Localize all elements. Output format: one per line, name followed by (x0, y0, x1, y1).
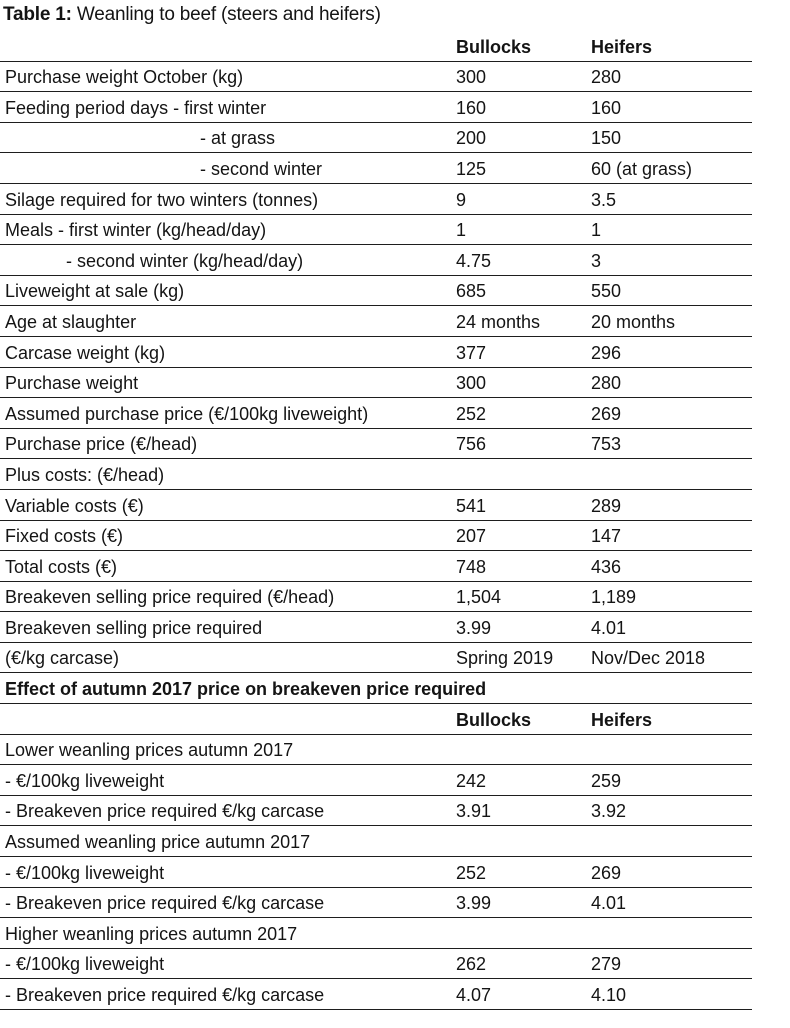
row-label: Fixed costs (€) (5, 526, 124, 547)
bullocks-value: 1,504 (456, 587, 502, 608)
table-row (0, 490, 752, 521)
table-row (0, 826, 752, 857)
heifers-value: 1,189 (591, 587, 637, 608)
heifers-value: 147 (591, 526, 622, 547)
table-row (0, 398, 752, 429)
section-header-row (0, 704, 752, 735)
bullocks-value: 3.99 (456, 893, 492, 914)
heifers-value: 4.01 (591, 617, 627, 638)
bullocks-value: 1 (456, 220, 467, 241)
bullocks-value: Spring 2019 (456, 648, 554, 669)
table-title (3, 3, 381, 27)
heifers-value: Nov/Dec 2018 (591, 648, 706, 669)
table-row (0, 612, 752, 643)
heifers-value: 550 (591, 281, 622, 302)
heifers-value: 4.01 (591, 893, 627, 914)
row-label: Plus costs: (€/head) (5, 464, 165, 485)
bullocks-value: 685 (456, 281, 487, 302)
heifers-value: 269 (591, 862, 622, 883)
bullocks-value: 4.75 (456, 250, 492, 271)
bullocks-value: 3.91 (456, 801, 492, 822)
row-label: - at grass (200, 128, 276, 149)
table-row (0, 551, 752, 582)
table-row (0, 582, 752, 613)
row-label: Assumed purchase price (€/100kg liveweight) (5, 403, 369, 424)
heifers-value: 296 (591, 342, 622, 363)
row-label: Assumed weanling price autumn 2017 (5, 832, 311, 853)
table-row (0, 643, 752, 674)
table-row (0, 979, 752, 1010)
bullocks-value: 4.07 (456, 985, 492, 1005)
table-row (0, 337, 752, 368)
row-label: - Breakeven price required €/kg carcase (5, 893, 325, 914)
row-label: Purchase weight October (kg) (5, 67, 244, 88)
table-row (0, 735, 752, 766)
heifers-value: 4.10 (591, 985, 627, 1005)
row-label: Age at slaughter (5, 311, 137, 332)
table-title-lead: Table 1: (3, 4, 72, 25)
table-row (0, 153, 752, 184)
header-bullocks: Bullocks (456, 36, 532, 57)
bullocks-value: 300 (456, 67, 487, 88)
table-row (0, 429, 752, 460)
heifers-value: 753 (591, 434, 622, 455)
heifers-value: 280 (591, 67, 622, 88)
heifers-value: 20 months (591, 311, 676, 332)
heifers-value: 1 (591, 220, 602, 241)
bullocks-value: 242 (456, 770, 487, 791)
bullocks-value: 252 (456, 862, 487, 883)
heifers-value: 3 (591, 250, 602, 271)
section-heading: Effect of autumn 2017 price on breakeven price required (5, 679, 487, 700)
table-row (0, 368, 752, 399)
data-table (0, 31, 752, 1010)
heifers-value: 280 (591, 373, 622, 394)
header-bullocks: Bullocks (456, 709, 532, 730)
table-row (0, 459, 752, 490)
table-row (0, 245, 752, 276)
heifers-value: 279 (591, 954, 622, 975)
row-label: Meals - first winter (kg/head/day) (5, 220, 267, 241)
row-label: Lower weanling prices autumn 2017 (5, 740, 294, 761)
heifers-value: 259 (591, 770, 622, 791)
bullocks-value: 160 (456, 97, 487, 118)
heifers-value: 160 (591, 97, 622, 118)
row-label: - second winter (200, 158, 323, 179)
table-row (0, 918, 752, 949)
row-label: - Breakeven price required €/kg carcase (5, 801, 325, 822)
header-heifers: Heifers (591, 36, 653, 57)
table-header-row (0, 31, 752, 62)
row-label: - €/100kg liveweight (5, 862, 165, 883)
row-label: Higher weanling prices autumn 2017 (5, 923, 298, 944)
table-row (0, 949, 752, 980)
bullocks-value: 200 (456, 128, 487, 149)
row-label: Feeding period days - first winter (5, 97, 267, 118)
row-label: Breakeven selling price required (€/head) (5, 587, 335, 608)
section-heading-row (0, 673, 752, 704)
row-label: (€/kg carcase) (5, 648, 120, 669)
bullocks-value: 207 (456, 526, 487, 547)
bullocks-value: 24 months (456, 311, 541, 332)
bullocks-value: 252 (456, 403, 487, 424)
table-row (0, 215, 752, 246)
header-heifers: Heifers (591, 709, 653, 730)
table-row (0, 765, 752, 796)
row-label: Liveweight at sale (kg) (5, 281, 185, 302)
row-label: Purchase weight (5, 373, 139, 394)
table-row (0, 92, 752, 123)
bullocks-value: 9 (456, 189, 467, 210)
table-row (0, 276, 752, 307)
table-title-text: Weanling to beef (steers and heifers) (76, 4, 381, 25)
table-row (0, 857, 752, 888)
table-row (0, 62, 752, 93)
table-row (0, 184, 752, 215)
row-label: Carcase weight (kg) (5, 342, 166, 363)
bullocks-value: 541 (456, 495, 487, 516)
bullocks-value: 125 (456, 158, 487, 179)
bullocks-value: 377 (456, 342, 487, 363)
table-row (0, 888, 752, 919)
row-label: Silage required for two winters (tonnes) (5, 189, 319, 210)
row-label: Variable costs (€) (5, 495, 144, 516)
table-row (0, 123, 752, 154)
bullocks-value: 748 (456, 556, 487, 577)
row-label: - €/100kg liveweight (5, 770, 165, 791)
row-label: - second winter (kg/head/day) (66, 250, 304, 271)
bullocks-value: 262 (456, 954, 487, 975)
table-row (0, 796, 752, 827)
heifers-value: 3.5 (591, 189, 617, 210)
heifers-value: 269 (591, 403, 622, 424)
table-row (0, 306, 752, 337)
row-label: Purchase price (€/head) (5, 434, 198, 455)
bullocks-value: 3.99 (456, 617, 492, 638)
heifers-value: 60 (at grass) (591, 158, 693, 179)
heifers-value: 150 (591, 128, 622, 149)
row-label: - €/100kg liveweight (5, 954, 165, 975)
bullocks-value: 300 (456, 373, 487, 394)
table-row (0, 521, 752, 552)
bullocks-value: 756 (456, 434, 487, 455)
row-label: Total costs (€) (5, 556, 118, 577)
row-label: - Breakeven price required €/kg carcase (5, 985, 325, 1005)
heifers-value: 3.92 (591, 801, 627, 822)
row-label: Breakeven selling price required (5, 617, 263, 638)
heifers-value: 436 (591, 556, 622, 577)
heifers-value: 289 (591, 495, 622, 516)
